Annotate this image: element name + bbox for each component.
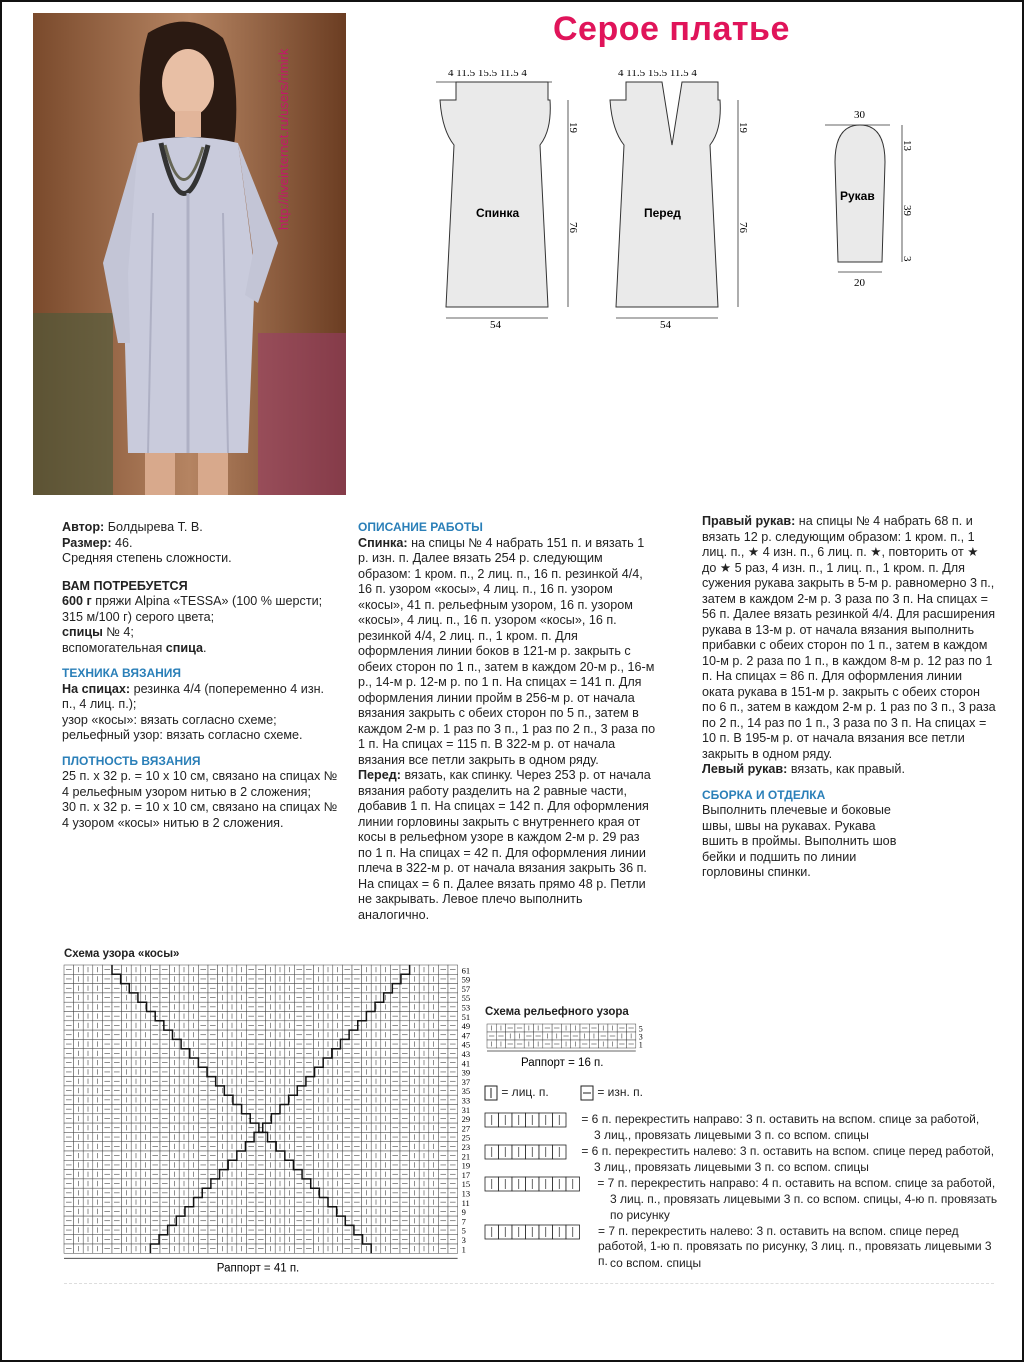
yarn-line: 600 г пряжи Alpina «TESSA» (100 % шерсти; 315 м/100 г) серого цвета; (62, 594, 323, 624)
cables-row-number: 31 (461, 1104, 471, 1115)
cables-chart-title: Схема узора «косы» (64, 948, 180, 960)
cables-row-number: 55 (461, 993, 471, 1004)
cables-row-number: 7 (461, 1216, 466, 1227)
cables-row-number: 41 (461, 1058, 471, 1069)
density-line-2: 30 п. х 32 р. = 10 х 10 см, связано на спицах № 4 узором «косы» нитью в 2 сложения. (62, 800, 338, 830)
cables-row-number: 27 (461, 1123, 471, 1134)
cables-row-number: 29 (461, 1114, 471, 1125)
cables-row-number: 43 (461, 1049, 471, 1059)
front-armhole-dim: 19 (737, 122, 749, 133)
cables-row-number: 25 (461, 1132, 471, 1143)
front-top-dims: 4 11.5 15.5 11.5 4 (618, 70, 697, 79)
left-sleeve-instructions: Левый рукав: вязать, как правый. (702, 762, 905, 776)
materials-header: ВАМ ПОТРЕБУЕТСЯ (62, 578, 188, 593)
size-line: Размер: 46. (62, 535, 133, 550)
front-instructions: Перед: вязать, как спинку. Через 253 р. от начала вязания работу разделить на 2 равные части, добавив 1 п. На спицах = 142 п. Для оформления линии горловины закрыть с внутреннего края от косы в рельефном узоре в каждом 2-м р. 29 раз по 1 п. На спицах = 42 п. Для оформления линии плеча в 322-м р. от начала вязания закрыть 36 п. На спицах = 6 п. Далее вязать прямо 48 р. Петли не закрывать. Левое плечо выполнить аналогично. (358, 768, 651, 922)
needles-line: спицы № 4; (62, 625, 134, 639)
legend-cable-7-left (484, 1224, 594, 1240)
relief-row-number: 1 (638, 1040, 643, 1050)
right-sleeve-instructions: Правый рукав: на спицы № 4 набрать 68 п. и вязать 12 р. следующим образом: 1 кром. п., 1 лиц. п., ★ 4 изн. п., 6 лиц. п. ★, повторить от ★ до ★ 5 раз, 4 изн. п., 1 лиц. п., 1 кром. п. Для сужения рукава закрыть в 5-м р. равномерно 3 п., затем в каждом 2-м р. 3 раза по 3 п. На спицах = 56 п. Далее вязать резинкой 4/4. Для расширения рукава в 13-м р. от начала вязания выполнить прибавки с обеих сторон по 1 п., затем в каждом 10-м р. 2 раза по 1 п., в каждом 8-м р. 12 раз по 1 п. На спицах = 86 п. Для оформления линии оката рукава в 151-м р. закрыть с обеих сторон по 6 п., затем в каждом 2-м р. 1 раз по 3 п., 3 раза по 2 п., 14 раз по 1 п., 3 раза по 3 п. На спицах = 10 п. В 195-м р. от начала вязания все петли закрыть в одном ряду. (702, 514, 996, 761)
relief-repeat-label: Раппорт = 16 п. (521, 1057, 604, 1069)
author-line: Автор: Болдырева Т. В. (62, 520, 203, 534)
back-instructions: Спинка: на спицы № 4 набрать 151 п. и вязать 1 р. изн. п. Далее вязать 254 р. следующим образом: 1 кром. п., 2 лиц. п., 16 п. резинкой 4/4, 16 п. узором «косы», 4 лиц. п., 16 п. узором «косы», 41 п. рельефным узором, 16 п. узором «косы», 4 лиц. п., 16 п. узором «косы», 16 п. резинкой 4/4, 2 лиц. п., 1 кром. п. Для оформления линии боков в 121-м р. закрыть с обеих сторон по 1 п., затем в каждом 20-м р., 16-м р., 14-м р. 12-м р. по 1 п. На спицах = 141 п. Для оформления линии пройм в 256-м р. от начала вязания закрыть с обеих сторон по 5 п., затем в каждом 2-м р. 1 раз по 3 п., 1 раз по 2 п., 3 раза по 1 п. На спицах = 115 п. В 322-м р. от начала вязания все петли закрыть в одном ряду. (358, 535, 656, 767)
back-armhole-dim: 19 (567, 122, 579, 133)
legend-cable-7-right-cont: 3 лиц. п., провязать лицевыми 3 п. со вспом. спицы, 4-ю п. провязать (610, 1192, 998, 1206)
cables-row-number: 19 (461, 1160, 471, 1171)
purl-symbol-icon (580, 1085, 594, 1101)
cable-6-left-icon (484, 1144, 578, 1160)
back-schematic (436, 70, 579, 331)
cables-row-number: 47 (461, 1030, 471, 1041)
sleeve-cap-dim: 13 (901, 140, 913, 151)
sleeve-bottom-dim: 20 (854, 277, 865, 289)
back-top-dims: 4 11.5 15.5 11.5 4 (448, 70, 527, 79)
relief-chart-title: Схема рельефного узора (485, 1006, 629, 1018)
cables-row-number: 49 (461, 1021, 471, 1032)
cables-chart (62, 963, 482, 1279)
legend-knit: = лиц. п. (484, 1085, 549, 1101)
bottom-rule (64, 1283, 994, 1284)
cables-row-number: 39 (461, 1067, 471, 1078)
technique-line-1: На спицах: резинка 4/4 (попеременно 4 изн. п., 4 лиц. п.); (62, 681, 325, 711)
cables-row-number: 3 (461, 1235, 466, 1245)
cables-row-number: 37 (461, 1076, 471, 1087)
aux-needle-line: вспомогательная спица. (62, 640, 207, 655)
back-label: Спинка (476, 206, 520, 220)
watermark: http://liveinternet.ru/users/rimirk (276, 48, 291, 230)
cables-row-number: 35 (461, 1086, 471, 1097)
cables-row-number: 45 (461, 1039, 471, 1050)
relief-chart (485, 1022, 665, 1074)
legend-cable-7-right: = 7 п. перекрестить направо: 4 п. оставить на вспом. спице за работой, (484, 1176, 995, 1192)
model-photo (33, 13, 346, 495)
cables-row-number: 23 (461, 1142, 471, 1152)
cables-row-number: 13 (461, 1188, 471, 1199)
cables-row-number: 61 (461, 965, 471, 976)
knit-symbol-icon (484, 1085, 498, 1101)
sleeve-cuff-dim: 3 (901, 256, 913, 262)
relief-row-number: 5 (638, 1024, 643, 1034)
cables-row-number: 11 (461, 1197, 470, 1208)
front-width-dim: 54 (660, 319, 671, 331)
materials-column (62, 520, 338, 831)
front-schematic (610, 70, 749, 331)
cables-grid (64, 965, 458, 1253)
sleeves-column (702, 514, 996, 881)
density-header: ПЛОТНОСТЬ ВЯЗАНИЯ (62, 753, 201, 768)
cables-row-number: 21 (461, 1151, 471, 1162)
legend-purl: = изн. п. (580, 1085, 643, 1101)
cables-row-number: 5 (461, 1225, 466, 1236)
instructions-column (358, 520, 656, 923)
technique-line-3: рельефный узор: вязать согласно схеме. (62, 728, 303, 742)
cables-row-number: 9 (461, 1207, 466, 1218)
cables-row-number: 57 (461, 983, 471, 994)
relief-row-number: 3 (638, 1032, 643, 1042)
legend-cable-6-right: = 6 п. перекрестить направо: 3 п. оставить на вспом. спице за работой, (484, 1112, 979, 1128)
cables-row-number: 59 (461, 974, 471, 985)
legend-cable-7-left-text: = 7 п. перекрестить налево: 3 п. оставить на вспом. спице перед работой, 1-ю п. провязать по рисунку, 3 лиц. п., провязать лицевыми 3 п. (598, 1224, 992, 1268)
cables-row-number: 15 (461, 1179, 471, 1190)
cables-row-number: 33 (461, 1095, 471, 1106)
legend-cable-7-right-cont2: по рисунку (610, 1208, 670, 1222)
cable-6-right-icon (484, 1112, 578, 1128)
pattern-schematics (420, 70, 1010, 340)
work-description-header: ОПИСАНИЕ РАБОТЫ (358, 520, 483, 534)
legend-cable-6-left-cont: 3 лиц., провязать лицевыми 3 п. со вспом. спицы (594, 1160, 869, 1174)
sleeve-label: Рукав (840, 189, 875, 203)
technique-header: ТЕХНИКА ВЯЗАНИЯ (62, 666, 182, 680)
density-line-1: 25 п. х 32 р. = 10 х 10 см, связано на спицах № 4 рельефным узором нитью в 2 сложения; (62, 769, 338, 799)
sleeve-top-dim: 30 (854, 109, 865, 121)
sleeve-schematic (825, 109, 913, 289)
difficulty-line: Средняя степень сложности. (62, 551, 232, 565)
front-label: Перед (644, 206, 681, 220)
front-length-dim: 76 (737, 222, 749, 233)
legend-cable-6-right-cont: 3 лиц., провязать лицевыми 3 п. со вспом. спицы (594, 1128, 869, 1142)
cable-7-right-icon (484, 1176, 594, 1192)
legend-cable-7-left-cont: со вспом. спицы (610, 1256, 702, 1270)
assembly-text: Выполнить плечевые и боковые швы, швы на рукавах. Рукава вшить в проймы. Выполнить шов бейки и подшить по линии горловины спинки. (702, 803, 897, 879)
technique-line-2: узор «косы»: вязать согласно схеме; (62, 712, 277, 727)
cable-7-left-icon (484, 1224, 594, 1240)
back-length-dim: 76 (567, 222, 579, 233)
cables-row-number: 51 (461, 1011, 471, 1022)
back-width-dim: 54 (490, 319, 501, 331)
sleeve-length-dim: 39 (901, 205, 913, 216)
cables-row-number: 53 (461, 1002, 471, 1013)
cables-row-number: 1 (461, 1244, 466, 1255)
page-title: Серое платье (553, 10, 790, 48)
cables-repeat-label: Раппорт = 41 п. (216, 1262, 300, 1275)
legend-cable-6-left: = 6 п. перекрестить налево: 3 п. оставить на вспом. спице перед работой, (484, 1144, 994, 1160)
assembly-header: СБОРКА И ОТДЕЛКА (702, 787, 826, 802)
cables-row-number: 17 (461, 1169, 471, 1180)
